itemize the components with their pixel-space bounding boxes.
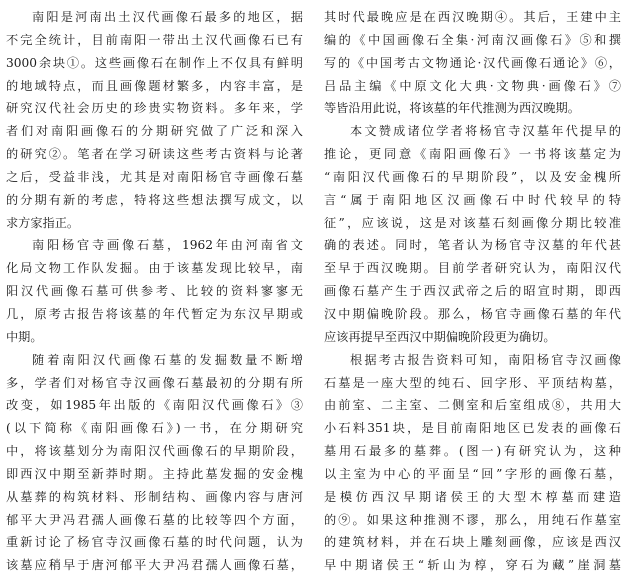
text-line: 由前室、二主室、二侧室和后室组成⑧，共用大	[324, 398, 621, 413]
text-line: 以主室为中心的平面呈“回”字形的画像石墓，	[324, 466, 621, 481]
text-line: 本文赞成诸位学者将杨官寺汉墓年代提早的	[350, 124, 621, 139]
text-line: 墓用石最多的墓葬。(图一)有研究认为，这种	[324, 444, 621, 459]
text-line: 小石料351块，是目前南阳地区已发表的画像石	[324, 421, 621, 436]
text-line: 至早于西汉晚期。目前学者研究认为，南阳汉代	[324, 261, 621, 276]
text-line: 确的表述。同时，笔者认为杨官寺汉墓的年代甚	[324, 238, 621, 253]
text-line: 的研究②。笔者在学习研读这些考古资料与论著	[6, 147, 303, 162]
text-line: 画像石墓产生于西汉武帝之后的昭宣时期，即西	[324, 284, 621, 299]
text-line: 求方家指正。	[6, 215, 80, 230]
text-line: 编的《中国画像石全集·河南汉画像石》⑤和撰	[324, 32, 621, 47]
text-line: 之后，受益非浅，尤其是对南阳杨官寺画像石墓	[6, 169, 303, 184]
text-line: 几，原考古报告将该墓的年代暂定为东汉早期或	[6, 306, 303, 321]
text-line: (以下简称《南阳画像石》)一书，在分期研究	[6, 421, 303, 436]
text-line: 郁平大尹冯君孺人画像石墓的比较等四个方面，	[6, 512, 303, 527]
text-line: 等皆沿用此说，将该墓的年代推测为西汉晚期。	[324, 101, 580, 116]
text-line: 不完全统计，目前南阳一带出土汉代画像石已有	[6, 32, 303, 47]
text-line: 的⑨。如果这种推测不谬，那么，用纯石作墓室	[324, 512, 621, 527]
text-line: 从墓葬的构筑材料、形制结构、画像内容与唐河	[6, 489, 303, 504]
text-line: 研究汉代社会历史的珍贵实物资料。多年来，学	[6, 101, 303, 116]
text-line: 化局文物工作队发掘。由于该墓发现比较早，南	[6, 261, 303, 276]
text-line: 言“属于南阳地区汉画像石中时代较早的特	[324, 192, 621, 207]
text-line: 者们对南阳画像石的分期研究做了广泛和深入	[6, 124, 303, 139]
text-line: 南阳是河南出土汉代画像石最多的地区，据	[32, 10, 303, 24]
text-line: 随着南阳汉代画像石墓的发掘数量不断增	[32, 352, 303, 367]
text-line: 吕品主编《中原文化大典·文物典·画像石》⑦	[324, 78, 621, 93]
text-line: 其时代最晚应是在西汉晚期④。其后，王建中主	[324, 10, 621, 24]
text-line: 汉中期偏晚阶段。那么，杨官寺画像石墓的年代	[324, 306, 621, 321]
text-line: 石墓是一座大型的纯石、回字形、平顶结构墓，	[324, 375, 621, 390]
text-line: 改变，如1985年出版的《南阳汉代画像石》③	[6, 398, 303, 413]
text-line: “南阳汉代画像石的早期阶段”，以及安金槐所	[324, 169, 621, 184]
text-line: 即西汉中期至新莽时期。主持此墓发掘的安金槐	[6, 466, 303, 481]
text-line: 中期。	[6, 329, 43, 344]
text-line: 早中期诸侯王“斩山为椁，穿石为藏”崖洞墓	[324, 558, 621, 573]
text-line: 根据考古报告资料可知，南阳杨官寺汉画像	[350, 352, 621, 367]
text-line: 应该再提早至西汉中期偏晚阶段更为确切。	[324, 329, 556, 344]
right-text-column	[324, 6, 621, 577]
text-line: 该墓应稍早于唐河郁平大尹冯君孺人画像石墓，	[6, 558, 303, 573]
text-line: 重新讨论了杨官寺汉画像石墓的时代问题，认为	[6, 535, 303, 550]
text-line: 阳汉代画像石墓可供参考、比较的资料寥寥无	[6, 284, 303, 299]
text-line: 写的《中国考古文物通论·汉代画像石通论》⑥，	[324, 55, 621, 70]
text-line: 征”，应该说，这是对该墓石刻画像分期比较准	[324, 215, 621, 230]
text-line: 的地域特点，而且画像题材繁多，内容丰富，是	[6, 78, 303, 93]
text-line: 推论，更同意《南阳画像石》一书将该墓定为	[324, 147, 621, 162]
text-line: 的建筑材料，并在石块上雕刻画像，应该是西汉	[324, 535, 621, 550]
text-line: 3000余块①。这些画像石在制作上不仅具有鲜明	[6, 55, 303, 70]
text-line: 的分期有新的考虑，特将这些想法撰写成文，以	[6, 192, 303, 207]
text-line: 南阳杨官寺画像石墓，1962年由河南省文	[32, 238, 303, 253]
text-line: 中，将该墓划分为南阳汉代画像石的早期阶段，	[6, 444, 303, 459]
text-line: 多，学者们对杨官寺汉画像石墓最初的分期有所	[6, 375, 303, 390]
left-text-column	[6, 6, 303, 577]
text-line: 是模仿西汉早期诸侯王的大型木椁墓而建造	[324, 489, 621, 504]
